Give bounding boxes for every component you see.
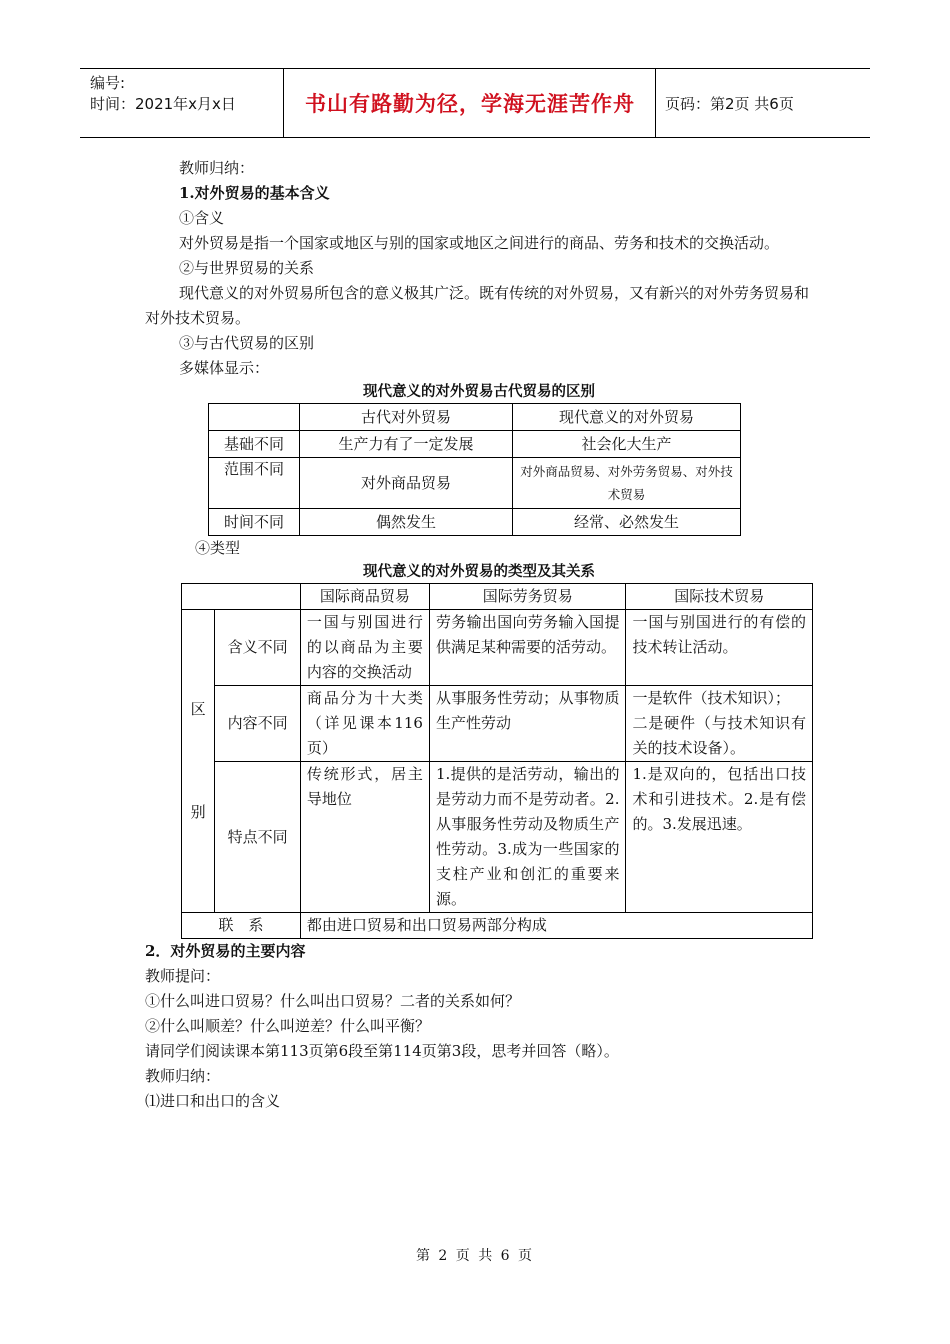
table-row bbox=[182, 610, 813, 686]
header-divider bbox=[655, 69, 656, 137]
table-header-row bbox=[209, 404, 741, 431]
table-header-cell: 现代意义的对外贸易 bbox=[513, 404, 741, 431]
table-row bbox=[209, 431, 741, 458]
row-label: 时间不同 bbox=[209, 509, 300, 536]
spacer bbox=[188, 722, 208, 800]
row-label: 基础不同 bbox=[209, 431, 300, 458]
table-cell: 社会化大生产 bbox=[513, 431, 741, 458]
table-cell: 经常、必然发生 bbox=[513, 509, 741, 536]
paragraph: 教师归纳： bbox=[179, 159, 255, 177]
row-label: 特点不同 bbox=[215, 762, 301, 913]
table-row bbox=[182, 762, 813, 913]
table-cell: 劳务输出国向劳务输入国提供满足某种需要的活劳动。 bbox=[429, 610, 626, 686]
document-body bbox=[145, 156, 813, 1114]
page-header bbox=[80, 68, 870, 138]
table-cell: 1.提供的是活劳动，输出的是劳动力而不是劳动者。2.从事服务性劳动及物质生产性劳动。3.成为一些国家的支柱产业和创汇的重要来源。 bbox=[429, 762, 626, 913]
table-cell: 一国与别国进行的有偿的技术转让活动。 bbox=[626, 610, 813, 686]
group-label-char: 区 bbox=[190, 700, 206, 718]
cell-line: 一是软件（技术知识）； bbox=[632, 689, 790, 707]
table-caption: 现代意义的对外贸易古代贸易的区别 bbox=[363, 383, 595, 400]
section-heading: 2．对外贸易的主要内容 bbox=[145, 942, 306, 960]
table-cell: 对外商品贸易 bbox=[300, 458, 513, 509]
table-cell: 商品分为十大类（详见课本116页） bbox=[300, 686, 429, 762]
group-label-char: 别 bbox=[190, 803, 206, 821]
table-cell: 一国与别国进行的以商品为主要内容的交换活动 bbox=[300, 610, 429, 686]
table-header-row bbox=[182, 584, 813, 610]
paragraph: ⑴进口和出口的含义 bbox=[145, 1092, 281, 1110]
table-header-cell: 国际商品贸易 bbox=[300, 584, 429, 610]
header-page-info: 页码：第2页 共6页 bbox=[665, 94, 794, 113]
table-row bbox=[182, 913, 813, 939]
table-header-cell: 古代对外贸易 bbox=[300, 404, 513, 431]
paragraph: ①什么叫进口贸易？什么叫出口贸易？二者的关系如何？ bbox=[145, 992, 521, 1010]
cell-line: 二是硬件（与技术知识有关的技术设备）。 bbox=[632, 714, 806, 757]
table-cell: 1.是双向的，包括出口技术和引进技术。2.是有偿的。3.发展迅速。 bbox=[626, 762, 813, 913]
table-cell: 从事服务性劳动；从事物质生产性劳动 bbox=[429, 686, 626, 762]
table-header-cell bbox=[182, 584, 301, 610]
paragraph: 请同学们阅读课本第113页第6段至第114页第3段，思考并回答（略）。 bbox=[145, 1042, 619, 1060]
row-label: 含义不同 bbox=[215, 610, 301, 686]
subheading: ③与古代贸易的区别 bbox=[179, 334, 315, 352]
section-heading: 1.对外贸易的基本含义 bbox=[179, 184, 330, 202]
header-meta bbox=[90, 73, 236, 115]
table-row bbox=[182, 686, 813, 762]
table-cell: 都由进口贸易和出口贸易两部分构成 bbox=[300, 913, 812, 939]
subheading: ①含义 bbox=[179, 209, 225, 227]
header-motto: 书山有路勤为径，学海无涯苦作舟 bbox=[305, 92, 635, 116]
paragraph: 现代意义的对外贸易所包含的意义极其广泛。既有传统的对外贸易，又有新兴的对外劳务贸易和对外技术贸易。 bbox=[145, 284, 810, 327]
subheading: ②与世界贸易的关系 bbox=[179, 259, 315, 277]
table-header-cell: 国际劳务贸易 bbox=[429, 584, 626, 610]
table-cell: 生产力有了一定发展 bbox=[300, 431, 513, 458]
paragraph: 对外贸易是指一个国家或地区与别的国家或地区之间进行的商品、劳务和技术的交换活动。 bbox=[179, 234, 780, 252]
table-cell: 偶然发生 bbox=[300, 509, 513, 536]
row-label: 联 系 bbox=[182, 913, 301, 939]
table-caption: 现代意义的对外贸易的类型及其关系 bbox=[363, 563, 595, 580]
group-label-cell bbox=[182, 610, 215, 913]
row-label: 范围不同 bbox=[209, 458, 300, 509]
paragraph: 教师提问： bbox=[145, 967, 221, 985]
comparison-table bbox=[208, 403, 741, 536]
subheading: ④类型 bbox=[195, 539, 241, 557]
header-divider bbox=[283, 69, 284, 137]
row-label: 内容不同 bbox=[215, 686, 301, 762]
paragraph: 多媒体显示： bbox=[179, 359, 270, 377]
table-cell: 传统形式，居主导地位 bbox=[300, 762, 429, 913]
paragraph: 教师归纳： bbox=[145, 1067, 221, 1085]
table-header-cell: 国际技术贸易 bbox=[626, 584, 813, 610]
page-footer: 第 2 页 共 6 页 bbox=[415, 1248, 535, 1264]
table-row bbox=[209, 458, 741, 509]
document-date-label: 时间：2021年x月x日 bbox=[90, 95, 236, 113]
paragraph: ②什么叫顺差？什么叫逆差？什么叫平衡？ bbox=[145, 1017, 431, 1035]
table-cell: 对外商品贸易、对外劳务贸易、对外技术贸易 bbox=[513, 458, 741, 509]
table-cell bbox=[626, 686, 813, 762]
table-row bbox=[209, 509, 741, 536]
types-table bbox=[181, 583, 813, 939]
document-number-label: 编号: bbox=[90, 74, 126, 92]
table-header-cell bbox=[209, 404, 300, 431]
